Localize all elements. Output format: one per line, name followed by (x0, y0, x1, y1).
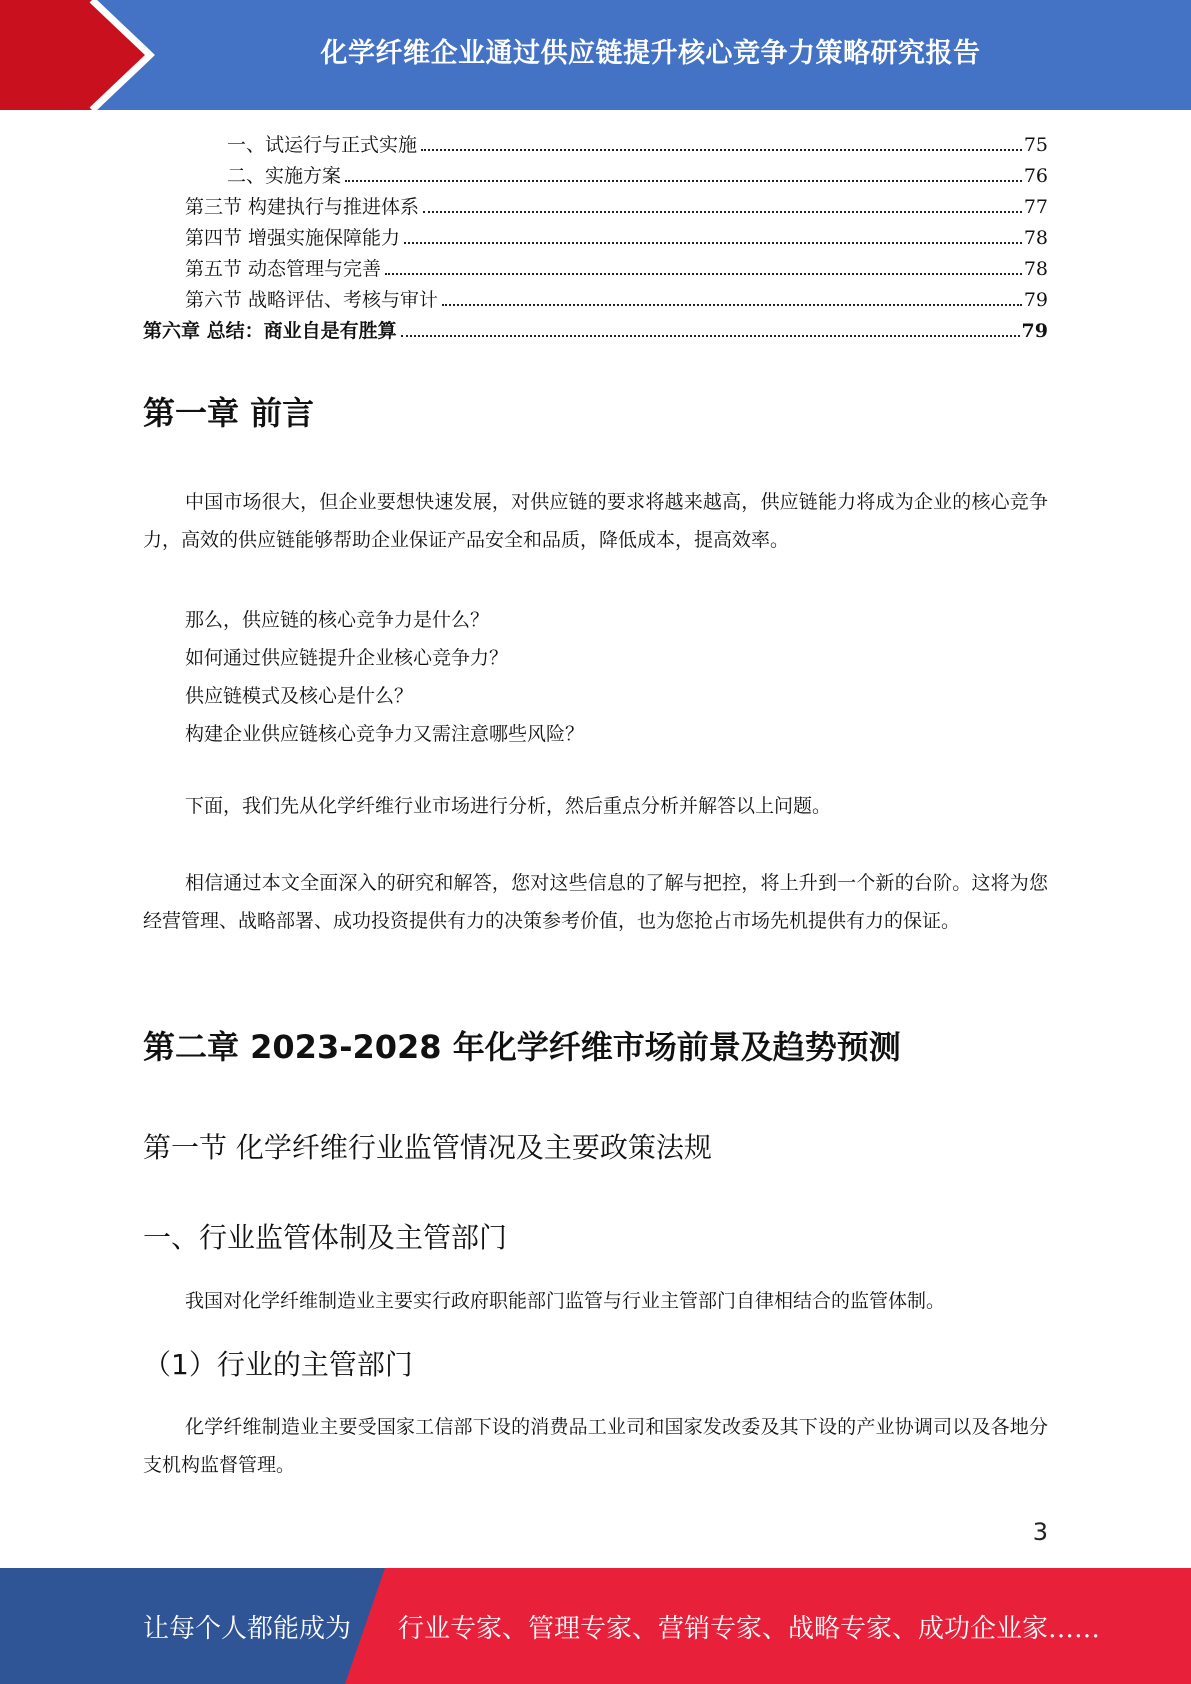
toc-dot-leader (345, 179, 1022, 182)
toc-entry-page: 78 (1023, 258, 1048, 280)
regulation-paragraph: 我国对化学纤维制造业主要实行政府职能部门监管与行业主管部门自律相结合的监管体制。 (185, 1290, 946, 1312)
report-title: 化学纤维企业通过供应链提升核心竞争力策略研究报告 (320, 37, 981, 69)
toc-dot-leader (442, 303, 1022, 306)
subsection-heading: （1）行业的主管部门 (143, 1348, 413, 1381)
page-header (0, 0, 1191, 110)
chapter-2-heading: 第二章 2023-2028 年化学纤维市场前景及趋势预测 (143, 1028, 901, 1066)
question-item: 供应链模式及核心是什么？ (185, 685, 414, 707)
question-item: 构建企业供应链核心竞争力又需注意哪些风险？ (185, 723, 585, 745)
toc-entry[interactable] (143, 223, 1048, 254)
analysis-paragraph: 下面，我们先从化学纤维行业市场进行分析，然后重点分析并解答以上问题。 (185, 795, 832, 817)
toc-entry-label: 第六章 总结：商业自是有胜算 (143, 320, 397, 342)
toc-dot-leader (423, 210, 1022, 213)
toc-entry-page: 77 (1023, 196, 1048, 218)
footer-slogan-right: 行业专家、管理专家、营销专家、战略专家、成功企业家…… (398, 1613, 1101, 1644)
intro-paragraph: 中国市场很大，但企业要想快速发展，对供应链的要求将越来越高，供应链能力将成为企业的核心竞争力，高效的供应链能够帮助企业保证产品安全和品质，降低成本，提高效率。 (143, 491, 1048, 551)
conclusion-paragraph: 相信通过本文全面深入的研究和解答，您对这些信息的了解与把控，将上升到一个新的台阶。这将为您经营管理、战略部署、成功投资提供有力的决策参考价值，也为您抢占市场先机提供有力的保证。 (143, 872, 1048, 932)
red-arrow-logo (0, 0, 160, 110)
authority-paragraph: 化学纤维制造业主要受国家工信部下设的消费品工业司和国家发改委及其下设的产业协调司以及各地分支机构监督管理。 (143, 1416, 1048, 1476)
toc-entry-label: 第三节 构建执行与推进体系 (185, 196, 420, 218)
toc-entry-page: 75 (1023, 134, 1048, 156)
toc-entry-label: 第五节 动态管理与完善 (185, 258, 382, 280)
toc-entry[interactable] (143, 285, 1048, 316)
subsection-heading: 一、行业监管体制及主管部门 (143, 1221, 508, 1254)
toc-dot-leader (404, 241, 1022, 244)
toc-entry-label: 第四节 增强实施保障能力 (185, 227, 401, 249)
toc-entry-label: 一、试运行与正式实施 (227, 134, 418, 156)
toc-entry-chapter[interactable] (143, 316, 1048, 347)
page-footer (0, 1568, 1191, 1684)
question-item: 那么，供应链的核心竞争力是什么？ (185, 609, 490, 631)
toc-entry-label: 第六节 战略评估、考核与审计 (185, 289, 439, 311)
toc-entry-label: 二、实施方案 (227, 165, 342, 187)
toc-entry[interactable] (143, 130, 1048, 161)
toc-dot-leader (401, 334, 1020, 337)
toc-dot-leader (385, 272, 1022, 275)
section-heading: 第一节 化学纤维行业监管情况及主要政策法规 (143, 1131, 712, 1164)
toc-entry[interactable] (143, 254, 1048, 285)
toc-entry-page: 79 (1021, 320, 1048, 342)
toc-entry[interactable] (143, 192, 1048, 223)
chapter-1-heading: 第一章 前言 (143, 394, 315, 432)
table-of-contents (143, 130, 1048, 347)
toc-entry[interactable] (143, 161, 1048, 192)
toc-entry-page: 76 (1023, 165, 1048, 187)
footer-slogan-left: 让每个人都能成为 (143, 1613, 352, 1644)
toc-dot-leader (421, 148, 1022, 151)
page-number: 3 (1032, 1518, 1048, 1546)
toc-entry-page: 79 (1023, 289, 1048, 311)
toc-entry-page: 78 (1023, 227, 1048, 249)
question-item: 如何通过供应链提升企业核心竞争力？ (185, 647, 509, 669)
